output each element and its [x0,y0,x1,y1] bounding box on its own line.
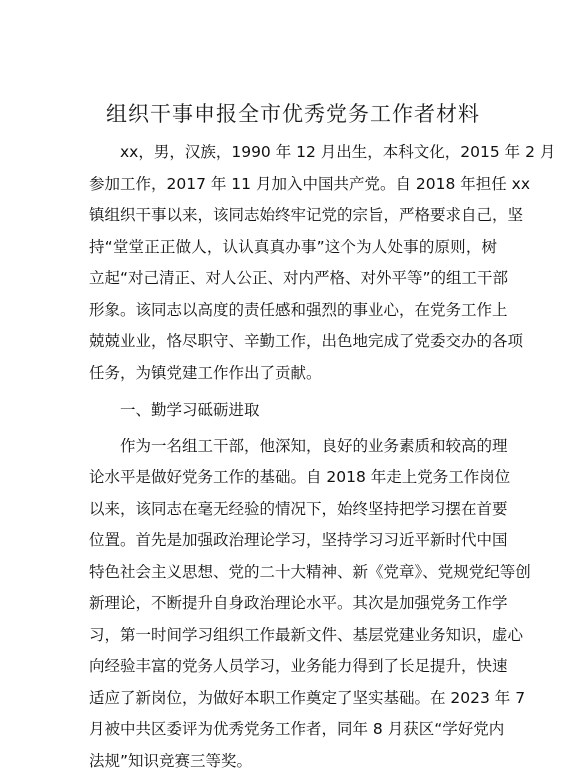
paragraph-line: 位置。首先是加强政治理论学习，坚持学习习近平新时代中国 [89,525,497,557]
intro-paragraph [89,137,497,389]
paragraph-line: 任务，为镇党建工作作出了贡献。 [89,358,497,390]
paragraph-line: 论水平是做好党务工作的基础。自 2018 年走上党务工作岗位 [89,462,497,494]
paragraph-line: 月被中共区委评为优秀党务工作者，同年 8 月获区“学好党内 [89,714,497,746]
paragraph-line: 适应了新岗位，为做好本职工作奠定了坚实基础。在 2023 年 7 [89,683,497,715]
paragraph-line: 镇组织干事以来，该同志始终牢记党的宗旨，严格要求自己，坚 [89,200,497,232]
paragraph-line: 持“堂堂正正做人，认认真真办事”这个为人处事的原则，树 [89,232,497,264]
paragraph-line: 新理论，不断提升自身政治理论水平。其次是加强党务工作学 [89,588,497,620]
paragraph-line: 特色社会主义思想、党的二十大精神、新《党章》、党规党纪等创 [89,557,497,589]
section-paragraph [89,431,497,777]
paragraph-line: xx，男，汉族，1990 年 12 月出生，本科文化，2015 年 2 月 [89,137,497,169]
document-body [89,137,497,777]
paragraph-line: 作为一名组工干部，他深知，良好的业务素质和较高的理 [89,431,497,463]
document-title: 组织干事申报全市优秀党务工作者材料 [0,98,586,130]
paragraph-line: 参加工作，2017 年 11 月加入中国共产党。自 2018 年担任 xx [89,169,497,201]
paragraph-line: 形象。该同志以高度的责任感和强烈的事业心，在党务工作上 [89,295,497,327]
section-heading: 一、勤学习砥砺进取 [89,395,497,427]
paragraph-line: 向经验丰富的党务人员学习，业务能力得到了长足提升，快速 [89,651,497,683]
paragraph-line: 兢兢业业，恪尽职守、辛勤工作，出色地完成了党委交办的各项 [89,326,497,358]
paragraph-line: 习，第一时间学习组织工作最新文件、基层党建业务知识，虚心 [89,620,497,652]
paragraph-line: 法规”知识竞赛三等奖。 [89,746,497,777]
paragraph-line: 以来，该同志在毫无经验的情况下，始终坚持把学习摆在首要 [89,494,497,526]
paragraph-line: 立起“对己清正、对人公正、对内严格、对外平等”的组工干部 [89,263,497,295]
